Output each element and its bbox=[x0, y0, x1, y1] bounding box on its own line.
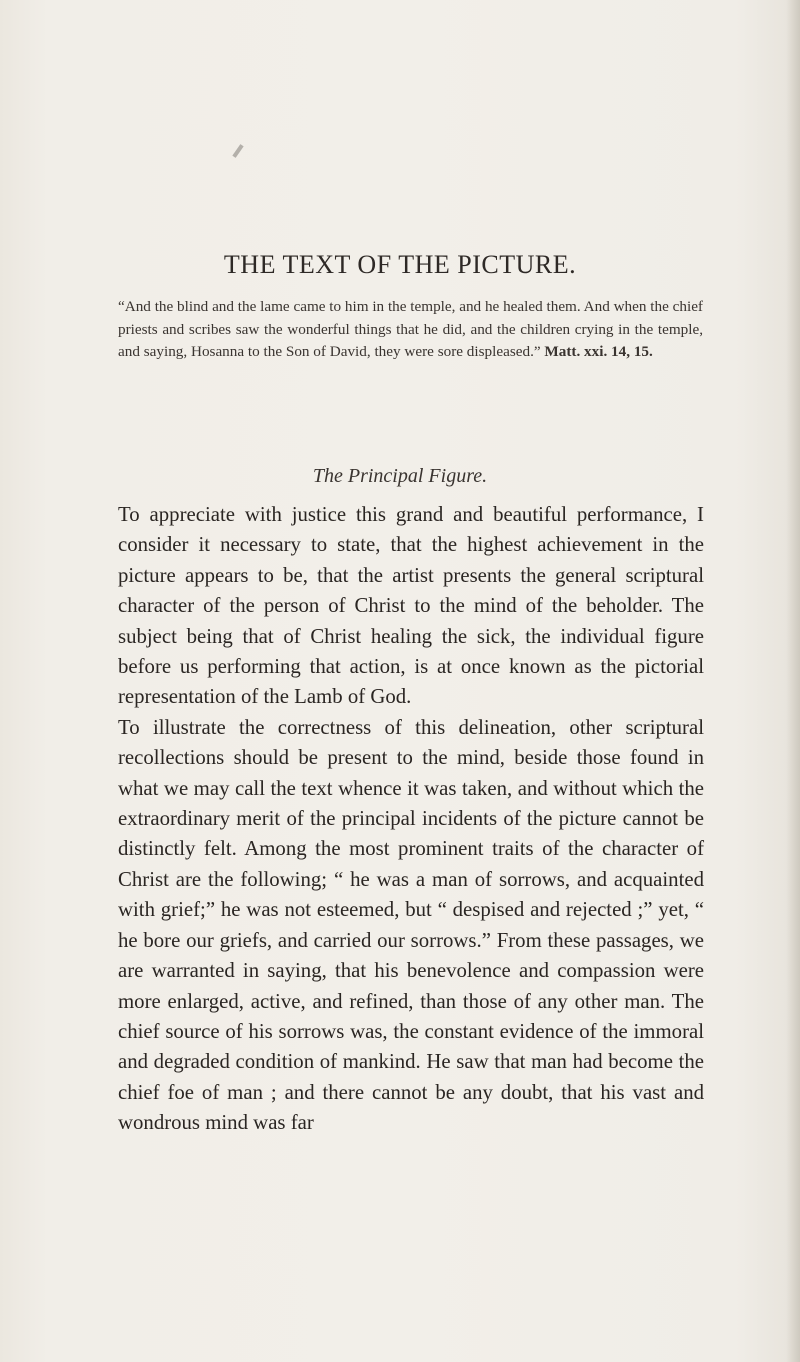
section-subheading: The Principal Figure. bbox=[312, 465, 488, 487]
quote-text: “And the blind and the lame came to him in the temple, and he healed them. And when the chief priests and scribes saw the wonderful things that he did, and the children crying in the temple, and saying, Hosanna to the Son of David, they were sore displeased.” bbox=[118, 298, 703, 360]
page-heading: THE TEXT OF THE PICTURE. bbox=[223, 250, 577, 279]
paragraph: To illustrate the correctness of this delineation, other scriptural recollections should be present to the mind, beside those found in what we may call the text whence it was taken, and without which the extraordinary merit of the principal incidents of the picture cannot be distinctly felt. Among the most prominent traits of the character of Christ are the following; “ he was a man of sorrows, and acquainted with grief;” he was not esteemed, but “ despised and rejected ;” yet, “ he bore our griefs, and carried our sorrows.” From these passages, we are warranted in saying, that his benevolence and compassion were more enlarged, active, and refined, than those of any other man. The chief source of his sorrows was, the constant evidence of the immoral and degraded condition of mankind. He saw that man had become the chief foe of man ; and there cannot be any doubt, that his vast and wondrous mind was far bbox=[118, 715, 704, 1135]
page-edge-shadow bbox=[786, 0, 800, 1362]
paragraph: To appreciate with justice this grand and beautiful performance, I consider it necessary to state, that the highest achievement in the picture appears to be, that the artist presents the general scriptural character of the person of Christ to the mind of the beholder. The subject being that of Christ healing the sick, the individual figure before us performing that action, is at once known as the pictorial representation of the Lamb of God. bbox=[118, 503, 704, 709]
scripture-quote bbox=[118, 296, 703, 364]
body-text bbox=[118, 500, 704, 1139]
quote-reference: Matt. xxi. 14, 15. bbox=[544, 343, 653, 360]
ink-fleck bbox=[232, 144, 243, 158]
